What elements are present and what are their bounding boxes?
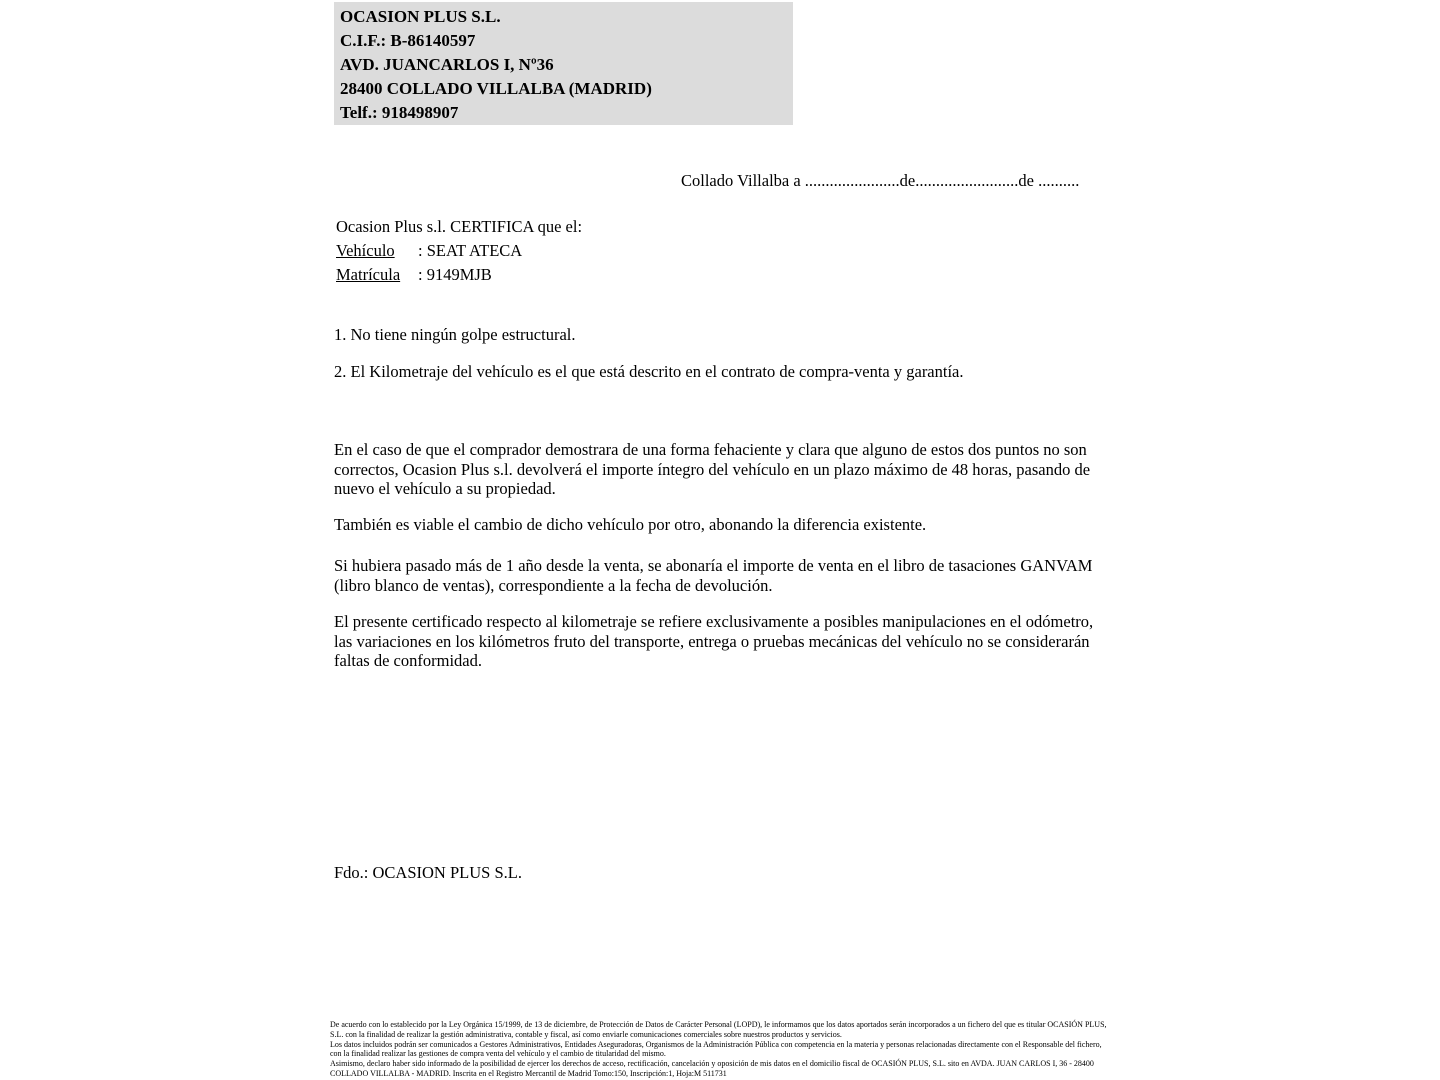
company-header-block	[334, 2, 793, 125]
signature-line: Fdo.: OCASION PLUS S.L.	[334, 863, 522, 882]
company-phone: Telf.: 918498907	[340, 103, 459, 122]
company-address-line2: 28400 COLLADO VILLALBA (MADRID)	[340, 79, 652, 98]
company-cif: C.I.F.: B-86140597	[340, 31, 476, 50]
paragraph-odometer-disclaimer: El presente certificado respecto al kilometraje se refiere exclusivamente a posibles manipulaciones en el odómetro, las variaciones en los kilómetros fruto del transporte, entrega o pruebas mecánicas del vehículo no se considerarán faltas de conformidad.	[334, 612, 1094, 670]
paragraph-exchange-option: También es viable el cambio de dicho vehículo por otro, abonando la diferencia existente.	[334, 515, 927, 534]
certification-intro: Ocasion Plus s.l. CERTIFICA que el:	[336, 217, 583, 236]
vehicle-label: Vehículo	[336, 241, 395, 260]
paragraph-refund-policy: En el caso de que el comprador demostrara de una forma fehaciente y clara que alguno de estos dos puntos no son correctos, Ocasion Plus s.l. devolverá el importe íntegro del vehículo en un plazo máximo de 48 horas, pasando de nuevo el vehículo a su propiedad.	[334, 440, 1091, 498]
legal-paragraph-data-sharing: Los datos incluidos podrán ser comunicados a Gestores Administrativos, Entidades Aseguradoras, Organismos de la Administración Pública con competencia en la materia y personas relacionadas directamente con el Responsable del fichero, con la finalidad realizar las gestiones de compra venta del vehículo y el cambio de titularidad del mismo.	[330, 1039, 1102, 1059]
company-name: OCASION PLUS S.L.	[340, 7, 501, 26]
plate-label: Matrícula	[336, 265, 401, 284]
date-fill-in-line: Collado Villalba a .......................de.........................de ..........	[681, 171, 1080, 190]
legal-footer	[330, 1020, 1115, 1079]
paragraph-ganvam-valuation: Si hubiera pasado más de 1 año desde la venta, se abonaría el importe de venta en el libro de tasaciones GANVAM (libro blanco de ventas), correspondiente a la fecha de devolución.	[334, 556, 1093, 595]
plate-row	[336, 263, 582, 287]
certified-point-2: 2. El Kilometraje del vehículo es el que está descrito en el contrato de compra-venta y garantía.	[334, 362, 964, 381]
company-address-line1: AVD. JUANCARLOS I, Nº36	[340, 55, 554, 74]
vehicle-value: : SEAT ATECA	[418, 241, 523, 260]
certification-block	[336, 215, 582, 287]
plate-value: : 9149MJB	[418, 265, 492, 284]
certified-point-1: 1. No tiene ningún golpe estructural.	[334, 325, 576, 344]
legal-paragraph-lopd: De acuerdo con lo establecido por la Ley Orgánica 15/1999, de 13 de diciembre, de Protección de Datos de Carácter Personal (LOPD), le informamos que los datos aportados serán incorporados a un fichero del que es titular OCASIÓN PLUS, S.L. con la finalidad de realizar la gestión administrativa, contable y fiscal, así como enviarle comunicaciones comerciales sobre nuestros productos y servicios.	[330, 1020, 1107, 1039]
legal-paragraph-rights: Asimismo, declaro haber sido informado de la posibilidad de ejercer los derechos de acceso, rectificación, cancelación y oposición de mis datos en el domicilio fiscal de OCASIÓN PLUS, S.L. sito en AVDA. JUAN CARLOS I, 36 - 28400 COLLADO VILLALBA - MADRID. Inscrita en el Registro Mercantil de Madrid Tomo:150, Inscripción:1, Hoja:M 511731	[330, 1059, 1094, 1078]
vehicle-row	[336, 239, 582, 263]
